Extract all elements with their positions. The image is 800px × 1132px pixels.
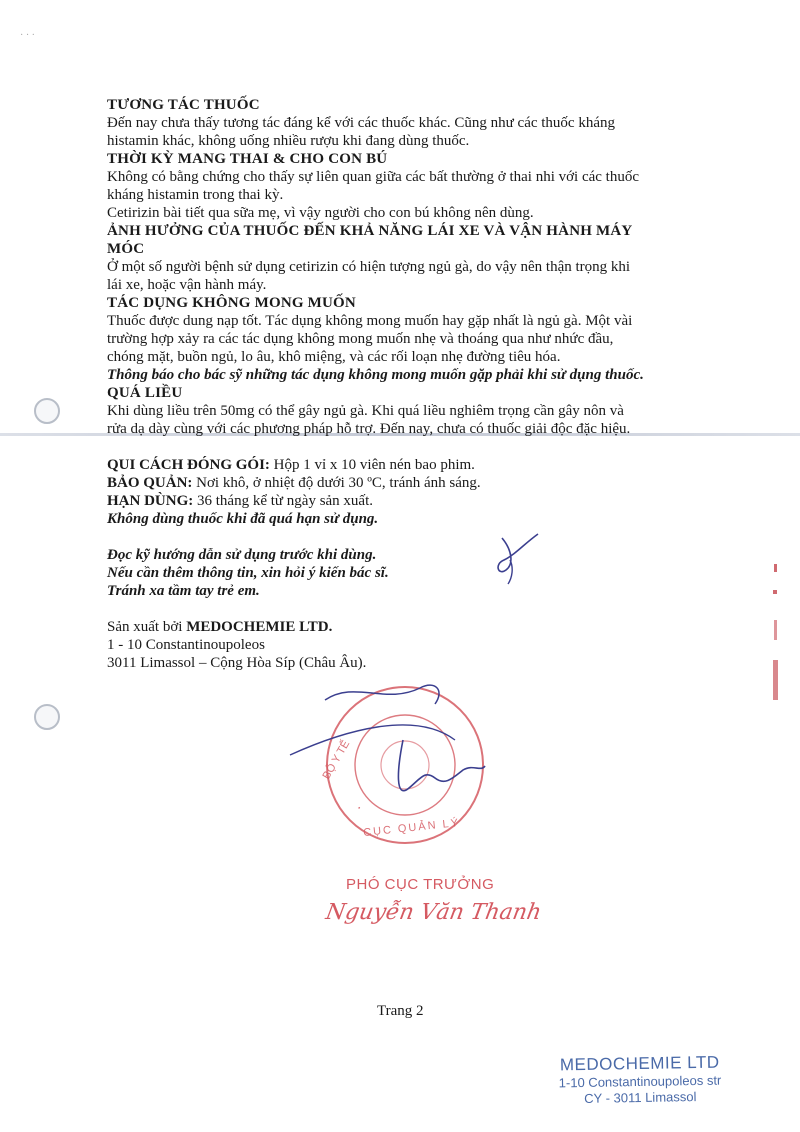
paragraph-line: Không có bằng chứng cho thấy sự liên quan giữa các bất thường ở thai nhi với các thuốc xyxy=(107,169,640,185)
packaging-value: Hộp 1 vỉ x 10 viên nén bao phim. xyxy=(269,457,475,473)
heading-driving: ẢNH HƯỞNG CỦA THUỐC ĐẾN KHẢ NĂNG LÁI XE VÀ VẬN HÀNH MÁY xyxy=(107,223,633,239)
paragraph-line: histamin khác, không uống nhiều rượu khi đang dùng thuốc. xyxy=(107,133,470,149)
heading-side-effects: TÁC DỤNG KHÔNG MONG MUỐN xyxy=(107,295,356,311)
packaging-label: QUI CÁCH ĐÓNG GÓI: xyxy=(107,457,270,473)
storage-line xyxy=(107,474,697,492)
paragraph-line: Thuốc được dung nạp tốt. Tác dụng không mong muốn hay gặp nhất là ngủ gà. Một vài xyxy=(107,313,633,329)
expiry-label: HẠN DÙNG: xyxy=(107,493,194,509)
heading-overdose: QUÁ LIỀU xyxy=(107,385,183,401)
advice-line: Tránh xa tầm tay trẻ em. xyxy=(107,583,260,599)
paragraph-line: lái xe, hoặc vận hành máy. xyxy=(107,277,267,293)
advice-line: Đọc kỹ hướng dẫn sử dụng trước khi dùng. xyxy=(107,547,377,563)
advice-line: Nếu cần thêm thông tin, xin hỏi ý kiến bác sĩ. xyxy=(107,565,389,581)
company-stamp-name: MEDOCHEMIE LTD xyxy=(559,1052,720,1075)
manufacturer-line xyxy=(107,618,697,636)
storage-label: BẢO QUẢN: xyxy=(107,475,193,491)
stamp-text-top: BỘ Y TẾ xyxy=(320,738,353,782)
signer-title: PHÓ CỤC TRƯỞNG xyxy=(346,876,495,893)
manufacturer-prefix: Sản xuất bởi xyxy=(107,619,187,635)
manufacturer-name: MEDOCHEMIE LTD. xyxy=(186,619,333,635)
expiry-warning: Không dùng thuốc khi đã quá hạn sử dụng. xyxy=(107,511,379,527)
spacer xyxy=(107,600,697,618)
company-stamp xyxy=(540,1052,741,1107)
expiry-value: 36 tháng kể từ ngày sản xuất. xyxy=(193,493,374,509)
paragraph-line: Cetirizin bài tiết qua sữa mẹ, vì vậy người cho con bú không nên dùng. xyxy=(107,205,534,221)
paragraph-line: kháng histamin trong thai kỳ. xyxy=(107,187,284,203)
paragraph-line: rửa dạ dày cùng với các phương pháp hỗ trợ. Đến nay, chưa có thuốc giải độc đặc hiệu. xyxy=(107,421,631,437)
edge-red-marks xyxy=(768,560,788,710)
packaging-line xyxy=(107,456,697,474)
document-body xyxy=(107,96,697,672)
paragraph-line: trường hợp xảy ra các tác dụng không mong muốn nhẹ và thoáng qua như nhức đầu, xyxy=(107,331,614,347)
handwritten-initial xyxy=(490,530,550,590)
company-stamp-address-2: CY - 3011 Limassol xyxy=(584,1089,697,1106)
paragraph-line: chóng mặt, buồn ngủ, lo âu, khô miệng, và các rối loạn nhẹ đường tiêu hóa. xyxy=(107,349,561,365)
spacer xyxy=(107,438,697,456)
paragraph-line: Đến nay chưa thấy tương tác đáng kể với các thuốc khác. Cũng như các thuốc kháng xyxy=(107,115,616,131)
stamp-text-bottom: CỤC QUẢN LÝ xyxy=(362,816,461,840)
heading-pregnancy: THỜI KỲ MANG THAI & CHO CON BÚ xyxy=(107,151,388,167)
paragraph-line: Ở một số người bệnh sử dụng cetirizin có hiện tượng ngủ gà, do vậy nên thận trọng khi xyxy=(107,259,631,275)
manufacturer-address-1: 1 - 10 Constantinoupoleos xyxy=(107,637,265,653)
signer-name: Nguyễn Văn Thanh xyxy=(323,900,544,925)
heading-drug-interactions: TƯƠNG TÁC THUỐC xyxy=(107,97,260,113)
side-effects-note: Thông báo cho bác sỹ những tác dụng không mong muốn gặp phải khi sử dụng thuốc. xyxy=(107,367,644,383)
punch-hole-bottom xyxy=(34,704,60,730)
paragraph-line: Khi dùng liều trên 50mg có thể gây ngủ gà. Khi quá liều nghiêm trọng cần gây nôn và xyxy=(107,403,624,419)
svg-text:·: · xyxy=(352,800,370,817)
company-stamp-address-1: 1-10 Constantinoupoleos str xyxy=(558,1072,722,1091)
manufacturer-address-2: 3011 Limassol – Cộng Hòa Síp (Châu Âu). xyxy=(107,655,367,671)
page-number: Trang 2 xyxy=(377,1003,424,1019)
official-stamp xyxy=(285,660,525,860)
storage-value: Nơi khô, ở nhiệt độ dưới 30 ºC, tránh ánh sáng. xyxy=(192,475,481,491)
expiry-line xyxy=(107,492,697,510)
heading-driving-cont: MÓC xyxy=(107,241,145,257)
punch-hole-top xyxy=(34,398,60,424)
scan-speckles: · · · xyxy=(20,30,35,41)
spacer xyxy=(107,528,697,546)
